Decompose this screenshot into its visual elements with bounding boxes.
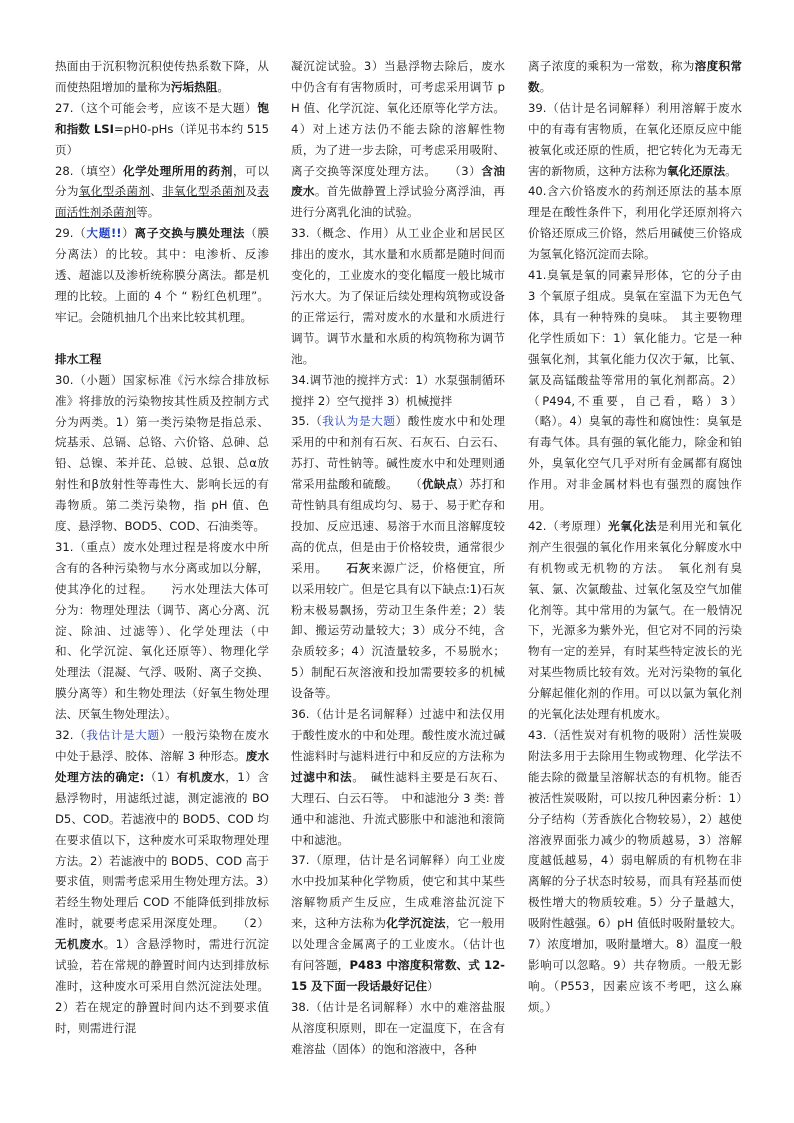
paragraph-38: 38.（估计是名词解释）水中的难溶盐服从溶度积原则，即在一定温度下，在含有难溶盐（固体）的饱和溶液中，各种 (291, 999, 505, 1056)
paragraph-27: 27.（这个可能会考，应该不是大题）饱和指数 LSI=pH0-pHs（详见书本约 515 页） (55, 100, 269, 157)
paragraph-29: 29.（大题!!）离子交换与膜处理法（膜分离法）的比较。其中：电渗析、反渗透、超滤以及渗析统称膜分离法。都是机理的比较。上面的 4 个 “ 粉红色机理”。牢记。会随机抽几个出来比较其机理。 (55, 226, 269, 324)
paragraph-28: 28.（填空）化学处理所用的药剂，可以分为氧化型杀菌剂、非氧化型杀菌剂及表面活性剂杀菌剂等。 (55, 163, 269, 220)
paragraph-32: 32.（我估计是大题）一般污染物在废水中处于悬浮、胶体、溶解 3 种形态。废水处理方法的确定:（1）有机废水，1）含悬浮物时，用滤纸过滤，测定滤液的 BOD5、COD。若滤液中的 BOD5、COD 均在要求值以下，这种废水可采取物理处理方法。2）若滤液中的 BOD5、COD 高于要求值，则需考虑采用生物处理方法。3）若经生物处理后 COD 不能降低到排放标准时，就要考虑采用深度处理。 （2）无机废水。1）含悬浮物时，需进行沉淀试验，若在常规的静置时间内达到排放标准时，这种废水可采用自然沉淀法处理。2）若在规定的静置时间内达不到要求值时，则需进行混 (55, 728, 269, 1035)
text-column-3 (528, 56, 742, 1018)
section-heading: 排水工程 (55, 351, 102, 366)
paragraph-37: 37.（原理，估计是名词解释）向工业废水中投加某种化学物质，使它和其中某些溶解物质产生反应，生成难溶盐沉淀下来，这种方法称为化学沉淀法，它一般用以处理含金属离子的工业废水。（估计也有问答题，P483 中溶度积常数、式 12-15 及下面一段话最好记住） (291, 853, 505, 993)
paragraph-26-tail: 热面由于沉积物沉积使传热系数下降，从而使热阻增加的量称为污垢热阻。 (55, 59, 269, 94)
paragraph-39: 39.（估计是名词解释）利用溶解于废水中的有毒有害物质，在氧化还原反应中能被氧化或还原的性质，把它转化为无毒无害的新物质，这种方法称为氧化还原法。 (528, 100, 742, 178)
paragraph-41: 41.臭氧是氧的同素异形体，它的分子由 3 个氧原子组成。臭氧在室温下为无色气体，具有一种特殊的臭味。 其主要物理化学性质如下：1）氧化能力。它是一种强氧化剂，其氧化能力仅次于氟，比氧、氯及高锰酸盐等常用的氧化剂都高。2）（P494,不重要，自己看，略）3）（略）。4）臭氧的毒性和腐蚀性：臭氧是有毒气体。具有强的氧化能力，除金和铂外，臭氧化空气几乎对所有金属都有腐蚀作用。对非金属材料也有强烈的腐蚀作用。 (528, 268, 742, 513)
paragraph-42: 42.（考原理）光氧化法是利用光和氧化剂产生很强的氧化作用来氧化分解废水中有机物或无机物的方法。 氧化剂有臭氧、氯、次氯酸盐、过氧化氢及空气加催化剂等。其中常用的为氯气。在一般情况下，光源多为紫外光，但它对不同的污染物有一定的差异，有时某些特定波长的光对某些物质比较有效。光对污染物的氧化分解起催化剂的作用。可以以氯为氧化剂的光氧化法处理有机废水。 (528, 518, 742, 722)
paragraph-32-continued: 凝沉淀试验。3）当悬浮物去除后，废水中仍含有有害物质时，可考虑采用调节 pH 值、化学沉淀、氧化还原等化学方法。4）对上述方法仍不能去除的溶解性物质，为了进一步去除，可考虑采用吸附、离子交换等深度处理方法。 （3）含油废水。首先做静置上浮试验分离浮油，再进行分离乳化油的试验。 (291, 59, 505, 220)
paragraph-31: 31.（重点）废水处理过程是将废水中所含有的各种污染物与水分离或加以分解，使其净化的过程。 污水处理法大体可分为：物理处理法（调节、离心分离、沉淀、除油、过滤等）、化学处理法（中和、化学沉淀、氧化还原等）、物理化学处理法（混凝、气浮、吸附、离子交换、膜分离等）和生物处理法（好氧生物处理法、厌氧生物处理法）。 (55, 539, 269, 722)
paragraph-43: 43.（活性炭对有机物的吸附）活性炭吸附法多用于去除用生物或物理、化学法不能去除的微量呈溶解状态的有机物。能否被活性炭吸附，可以按几种因素分析：1）分子结构（芳香族化合物较易），2）越使溶液界面张力减少的物质越易，3）溶解度越低越易，4）弱电解质的有机物在非离解的分子状态时较易，而具有羟基而使极性增大的物质较难。5）分子量越大，吸附性越强。6）pH 值低时吸附量较大。7）浓度增加，吸附量增大。8）温度一般影响可以忽略。9）共存物质。一般无影响。（P553，因素应该不考吧，这么麻烦。） (528, 728, 742, 1014)
paragraph-35: 35.（我认为是大题）酸性废水中和处理采用的中和剂有石灰、石灰石、白云石、苏打、苛性钠等。碱性废水中和处理则通常采用盐酸和硫酸。 （优缺点）苏打和苛性钠具有组成均匀、易于、易于贮存和投加、反应迅速、易溶于水而且溶解度较高的优点，但是由于价格较贵，通常很少采用。 石灰来源广泛，价格便宜，所以采用较广。但是它具有以下缺点:1)石灰粉末极易飘扬，劳动卫生条件差；2）装卸、搬运劳动量较大；3）成分不纯，含杂质较多；4）沉渣量较多，不易脱水；5）制配石灰溶液和投加需要较多的机械设备等。 (291, 414, 505, 701)
text-column-2 (291, 56, 505, 1060)
paragraph-40: 40.含六价铬废水的药剂还原法的基本原理是在酸性条件下，利用化学还原剂将六价铬还原成三价铬，然后用碱使三价铬成为氢氧化铬沉淀而去除。 (528, 184, 742, 262)
paragraph-38-continued: 离子浓度的乘积为一常数，称为溶度积常数。 (528, 59, 742, 94)
paragraph-34: 34.调节池的搅拌方式：1）水泵强制循环搅拌 2）空气搅拌 3）机械搅拌 (291, 372, 505, 408)
text-column-1 (55, 56, 269, 1039)
paragraph-33: 33.（概念、作用）从工业企业和居民区排出的废水，其水量和水质都是随时间而变化的，工业废水的变化幅度一般比城市污水大。为了保证后续处理构筑物或设备的正常运行，需对废水的水量和水质进行调节。调节水量和水质的构筑物称为调节池。 (291, 226, 505, 366)
paragraph-30: 30.（小题）国家标准《污水综合排放标准》将排放的污染物按其性质及控制方式分为两类。1）第一类污染物是指总汞、烷基汞、总镉、总铬、六价铬、总砷、总铅、总镍、苯并芘、总铍、总银、总α放射性和β放射性等毒性大、影响长远的有毒物质。第二类污染物，指 pH 值、色度、悬浮物、BOD5、COD、石油类等。 (55, 372, 269, 534)
spacer (55, 328, 269, 349)
paragraph-36: 36.（估计是名词解释）过滤中和法仅用于酸性废水的中和处理。酸性废水流过碱性滤料时与滤料进行中和反应的方法称为过滤中和法。 碱性滤料主要是石灰石、大理石、白云石等。 中和滤池分 3 类: 普通中和滤池、升流式膨胀中和滤池和滚筒中和滤池。 (291, 707, 505, 847)
